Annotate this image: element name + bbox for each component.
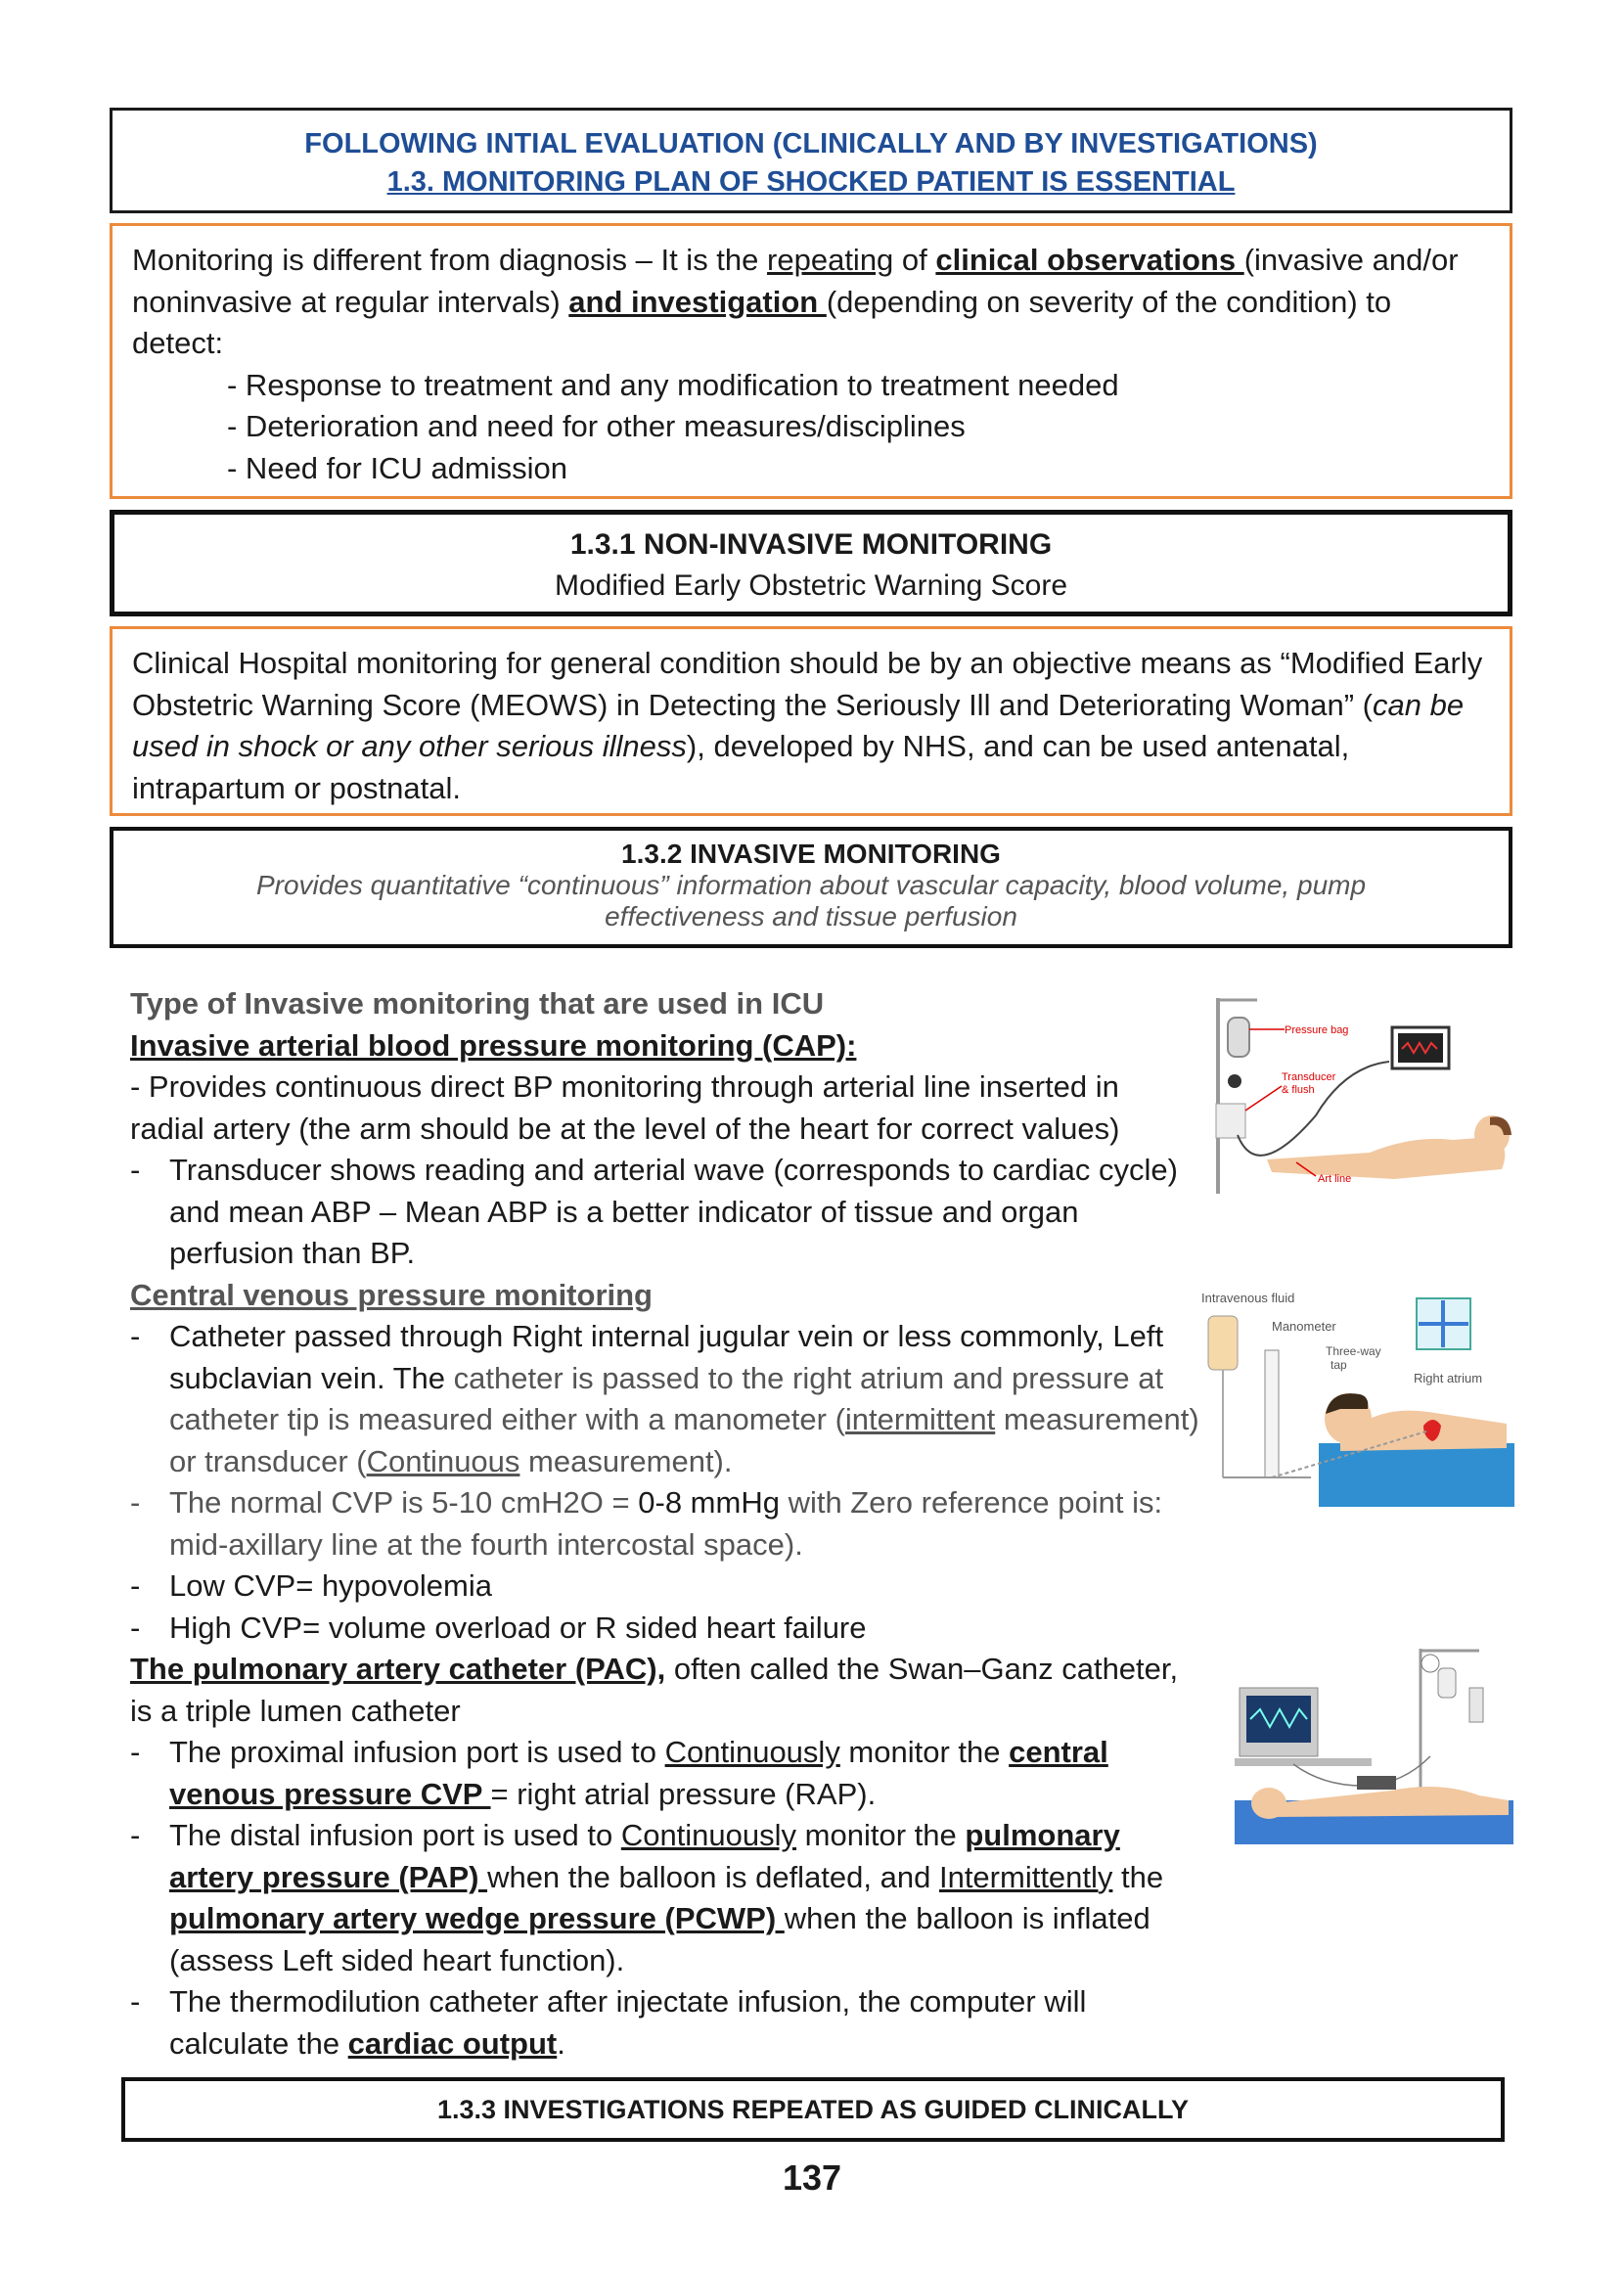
pac-illustration	[1235, 1639, 1513, 1854]
iv-fluid-label: Intravenous fluid	[1201, 1291, 1295, 1305]
cap-heading: Invasive arterial blood pressure monitoring (CAP):	[130, 1027, 857, 1063]
intro-item: - Response to treatment and any modification to treatment needed	[227, 367, 1119, 402]
intro-paragraph: Monitoring is different from diagnosis – It is the repeating of clinical observations (invasive and/or noninvasive at regular intervals) and investigation (depending on severity of the condition) to detect:	[132, 243, 1459, 360]
noninvasive-subtitle: Modified Early Obstetric Warning Score	[554, 569, 1068, 602]
noninvasive-title: 1.3.1 NON-INVASIVE MONITORING	[569, 528, 1053, 561]
arterial-line-illustration	[1198, 988, 1516, 1199]
noninvasive-header	[110, 510, 1512, 616]
header-line1: FOLLOWING INTIAL EVALUATION (CLINICALLY AND BY INVESTIGATIONS)	[304, 128, 1318, 159]
cvp-item: - High CVP= volume overload or R sided heart failure	[130, 1610, 867, 1645]
intro-box	[110, 223, 1512, 499]
pac-item: - The proximal infusion port is used to Continuously monitor the central venous pressure CVP = right atrial pressure (RAP).	[130, 1735, 1108, 1811]
cvp-heading: Central venous pressure monitoring	[130, 1277, 653, 1312]
main-content	[130, 954, 1206, 2065]
type-heading: Type of Invasive monitoring that are used in ICU	[130, 986, 825, 1021]
cvp-item: - The normal CVP is 5-10 cmH2O = 0-8 mmHg with Zero reference point is: mid-axillary line at the fourth intercostal space).	[130, 1485, 1163, 1562]
section-header	[110, 108, 1512, 213]
three-way-label: Three-way	[1326, 1344, 1381, 1358]
pressure-bag-label: Pressure bag	[1285, 1024, 1349, 1036]
cvp-illustration	[1194, 1287, 1516, 1512]
invasive-header	[110, 827, 1512, 948]
pac-item: - The thermodilution catheter after injectate infusion, the computer will calculate the cardiac output.	[130, 1984, 1087, 2061]
tap-label: tap	[1331, 1358, 1347, 1372]
invasive-subtitle: Provides quantitative “continuous” information about vascular capacity, blood volume, pump effectiveness and tissue perfusion	[255, 870, 1367, 931]
cap-item: - Transducer shows reading and arterial wave (corresponds to cardiac cycle) and mean ABP – Mean ABP is a better indicator of tissue and organ perfusion than BP.	[130, 1153, 1178, 1270]
meows-paragraph: Clinical Hospital monitoring for general condition should be by an objective means as “Modified Early Obstetric Warning Score (MEOWS) in Detecting the Seriously Ill and Deteriorating Woman” (can be used in shock or any other serious illness), developed by NHS, and can be used antenatal, intrapartum or postnatal.	[132, 646, 1483, 805]
cap-paragraph: - Provides continuous direct BP monitoring through arterial line inserted in radial artery (the arm should be at the level of the heart for correct values)	[130, 1069, 1120, 1146]
transducer-label: Transducer	[1282, 1071, 1336, 1083]
meows-box	[110, 626, 1512, 816]
art-line-label: Art line	[1318, 1173, 1352, 1185]
investigations-header: 1.3.3 INVESTIGATIONS REPEATED AS GUIDED CLINICALLY	[121, 2077, 1505, 2142]
intro-item: - Deterioration and need for other measures/disciplines	[227, 409, 966, 443]
cvp-item: - Low CVP= hypovolemia	[130, 1568, 492, 1603]
intro-item: - Need for ICU admission	[227, 450, 568, 485]
page-number: 137	[782, 2157, 842, 2198]
pac-paragraph: The pulmonary artery catheter (PAC), often called the Swan–Ganz catheter, is a triple lumen catheter	[130, 1652, 1179, 1728]
invasive-title: 1.3.2 INVASIVE MONITORING	[621, 839, 1001, 869]
right-atrium-label: Right atrium	[1414, 1371, 1483, 1385]
manometer-label: Manometer	[1272, 1319, 1336, 1334]
header-line2: 1.3. MONITORING PLAN OF SHOCKED PATIENT IS ESSENTIAL	[386, 166, 1236, 198]
pac-item: - The distal infusion port is used to Continuously monitor the pulmonary artery pressure (PAP) when the balloon is deflated, and Intermittently the pulmonary artery wedge pressure (PCWP) when the balloon is inflated (assess Left sided heart function).	[130, 1818, 1164, 1977]
cvp-item: - Catheter passed through Right internal jugular vein or less commonly, Left subclavian vein. The catheter is passed to the right atrium and pressure at catheter tip is measured either with a manometer (intermittent measurement) or transducer (Continuous measurement).	[130, 1319, 1199, 1478]
flush-label: & flush	[1282, 1084, 1315, 1096]
